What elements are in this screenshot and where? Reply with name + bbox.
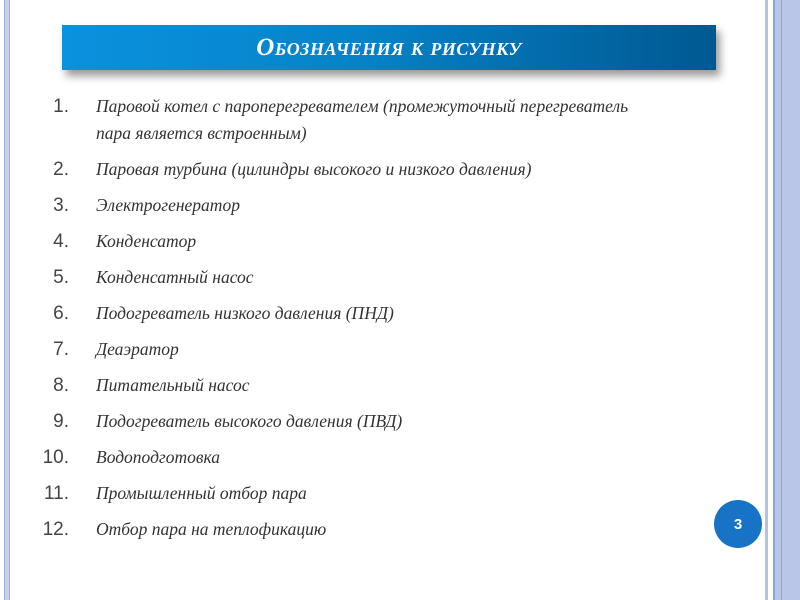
title-banner [62, 25, 716, 70]
list-item [0, 93, 700, 147]
list-item-number: 1. [53, 96, 69, 117]
list-item-text: Электрогенератор [96, 195, 240, 215]
list-item-number: 8. [53, 375, 69, 396]
list-item-number: 4. [53, 231, 69, 252]
list-item-number: 2. [53, 159, 69, 180]
list-item [0, 516, 700, 543]
list-item [0, 192, 700, 219]
right-border-line [765, 0, 768, 600]
page-number-badge [714, 500, 762, 548]
list-item-number: 3. [53, 195, 69, 216]
right-border-band [773, 0, 800, 600]
list-item-text: Деаэратор [96, 339, 179, 359]
list-item-text: Отбор пара на теплофикацию [96, 519, 327, 539]
list-item-text: Паровой котел с пароперегревателем (промежуточный перегреватель пара является встроенным) [96, 96, 629, 143]
legend-list [0, 93, 700, 552]
list-item-number: 9. [53, 411, 69, 432]
list-item-text: Питательный насос [96, 375, 250, 395]
list-item [0, 156, 700, 183]
list-item [0, 444, 700, 471]
list-item [0, 408, 700, 435]
list-item-number: 6. [53, 303, 69, 324]
list-item [0, 336, 700, 363]
list-item-text: Конденсатор [96, 231, 197, 251]
list-item-number: 12. [42, 519, 69, 540]
list-item-text: Водоподготовка [96, 447, 220, 467]
page-number: 3 [733, 515, 743, 533]
list-item-number: 5. [53, 267, 69, 288]
slide-title: Обозначения к рисунку [256, 33, 522, 61]
list-item [0, 228, 700, 255]
list-item-text: Подогреватель высокого давления (ПВД) [96, 411, 403, 431]
list-item-text: Подогреватель низкого давления (ПНД) [96, 303, 394, 323]
list-item-number: 7. [53, 339, 69, 360]
list-item-number: 10. [42, 447, 69, 468]
list-item-text: Конденсатный насос [96, 267, 254, 287]
list-item [0, 264, 700, 291]
list-item-text: Паровая турбина (цилиндры высокого и низкого давления) [96, 159, 532, 179]
list-item [0, 300, 700, 327]
list-item-text: Промышленный отбор пара [96, 483, 307, 503]
list-item-number: 11. [43, 483, 69, 504]
list-item [0, 480, 700, 507]
list-item [0, 372, 700, 399]
